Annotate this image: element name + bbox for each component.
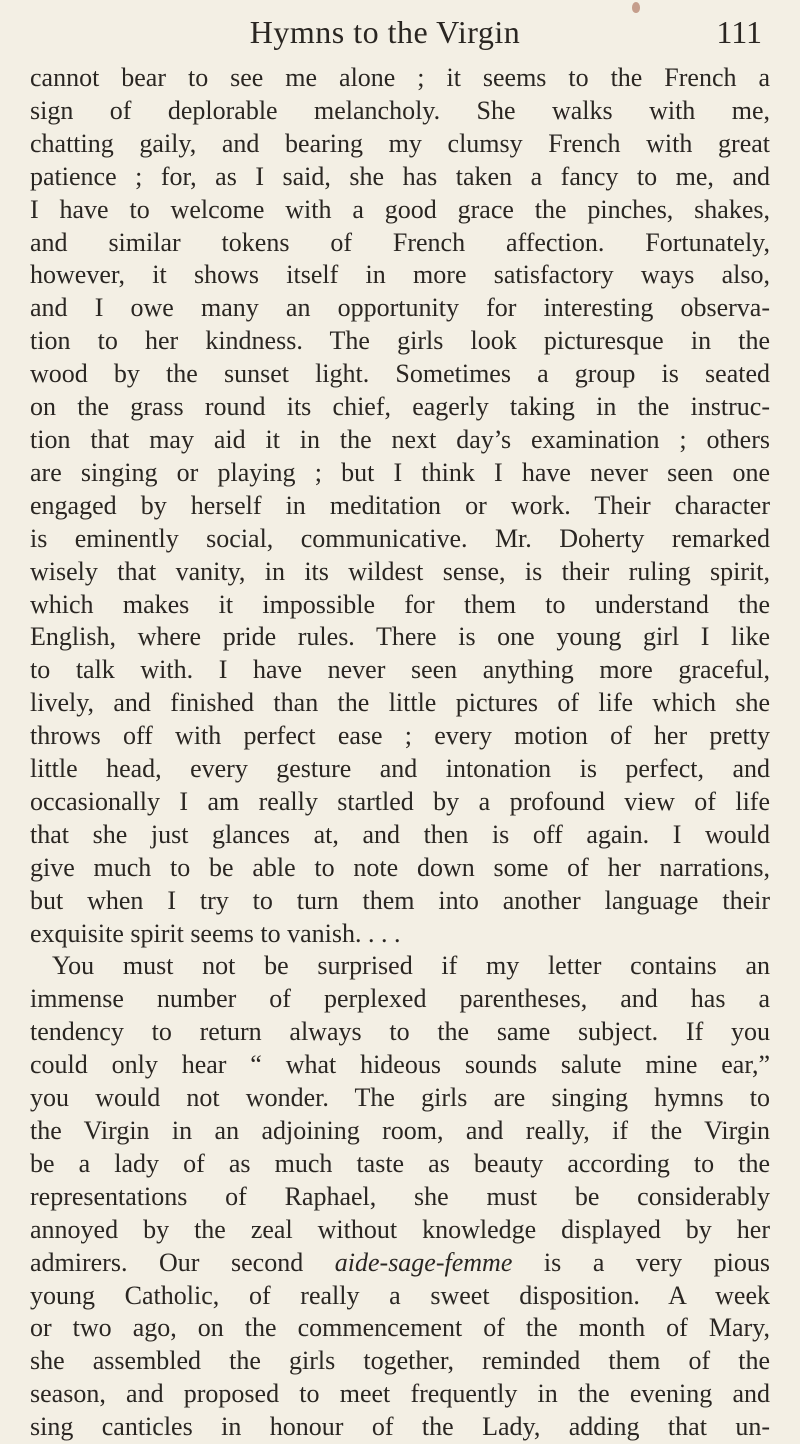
text-line: and I owe many an opportunity for interesting observa- <box>30 293 770 323</box>
text-line: could only hear “ what hideous sounds salute mine ear,” <box>30 1050 770 1080</box>
page-number: 111 <box>716 14 762 50</box>
text-line-paragraph-end: exquisite spirit seems to vanish. . . . <box>30 918 401 948</box>
text-line: immense number of perplexed parentheses, and has a <box>30 984 770 1014</box>
text-line-with-italic <box>30 1247 770 1280</box>
body-text <box>30 62 770 1444</box>
text-segment: is a very pious <box>512 1247 771 1277</box>
text-line: that she just glances at, and then is off again. I would <box>30 819 770 849</box>
text-line: sing canticles in honour of the Lady, adding that un- <box>30 1412 770 1442</box>
text-line: tendency to return always to the same subject. If you <box>30 1017 770 1047</box>
text-line: and similar tokens of French affection. Fortunately, <box>30 227 770 257</box>
text-line: however, it shows itself in more satisfactory ways also, <box>30 260 770 290</box>
text-line: which makes it impossible for them to understand the <box>30 589 770 619</box>
text-line: patience ; for, as I said, she has taken a fancy to me, and <box>30 161 770 191</box>
text-line: or two ago, on the commencement of the month of Mary, <box>30 1313 770 1343</box>
text-line: you would not wonder. The girls are singing hymns to <box>30 1083 770 1113</box>
text-line: I have to welcome with a good grace the pinches, shakes, <box>30 194 770 224</box>
text-line: tion to her kindness. The girls look picturesque in the <box>30 326 770 356</box>
text-line: cannot bear to see me alone ; it seems to the French a <box>30 63 770 92</box>
text-line: be a lady of as much taste as beauty according to the <box>30 1148 770 1178</box>
text-line: young Catholic, of really a sweet disposition. A week <box>30 1280 770 1310</box>
text-line: the Virgin in an adjoining room, and really, if the Virgin <box>30 1116 770 1145</box>
text-line: occasionally I am really startled by a profound view of life <box>30 786 770 816</box>
text-line: English, where pride rules. There is one young girl I like <box>30 622 770 652</box>
text-segment: admirers. Our second <box>30 1247 304 1277</box>
text-line: is eminently social, communicative. Mr. Doherty remarked <box>30 523 770 553</box>
text-line-paragraph-start: You must not be surprised if my letter contains an <box>52 951 770 981</box>
text-line: representations of Raphael, she must be considerably <box>30 1181 770 1211</box>
page-header <box>0 2 800 52</box>
text-line: she assembled the girls together, reminded them of the <box>30 1346 770 1376</box>
text-line: annoyed by the zeal without knowledge displayed by her <box>30 1214 770 1244</box>
text-line: but when I try to turn them into another language their <box>30 885 770 915</box>
text-line: sign of deplorable melancholy. She walks with me, <box>30 95 770 125</box>
text-line: wisely that vanity, in its wildest sense, is their ruling spirit, <box>30 556 770 586</box>
text-line: chatting gaily, and bearing my clumsy French with great <box>30 128 770 158</box>
text-line: lively, and finished than the little pictures of life which she <box>30 688 770 718</box>
running-title: Hymns to the Virgin <box>249 14 521 50</box>
text-line: throws off with perfect ease ; every motion of her pretty <box>30 721 770 751</box>
text-line: season, and proposed to meet frequently in the evening and <box>30 1379 770 1409</box>
text-line: tion that may aid it in the next day’s examination ; others <box>30 424 770 454</box>
text-line: engaged by herself in meditation or work. Their character <box>30 490 770 520</box>
text-line: give much to be able to note down some of her narrations, <box>30 852 770 882</box>
text-line: wood by the sunset light. Sometimes a group is seated <box>30 359 770 389</box>
text-line: on the grass round its chief, eagerly taking in the instruc- <box>30 392 770 422</box>
text-line: little head, every gesture and intonation is perfect, and <box>30 754 770 784</box>
text-line: to talk with. I have never seen anything more graceful, <box>30 655 770 685</box>
italic-term: aide-sage-femme <box>334 1247 513 1277</box>
text-line: are singing or playing ; but I think I have never seen one <box>30 457 770 487</box>
